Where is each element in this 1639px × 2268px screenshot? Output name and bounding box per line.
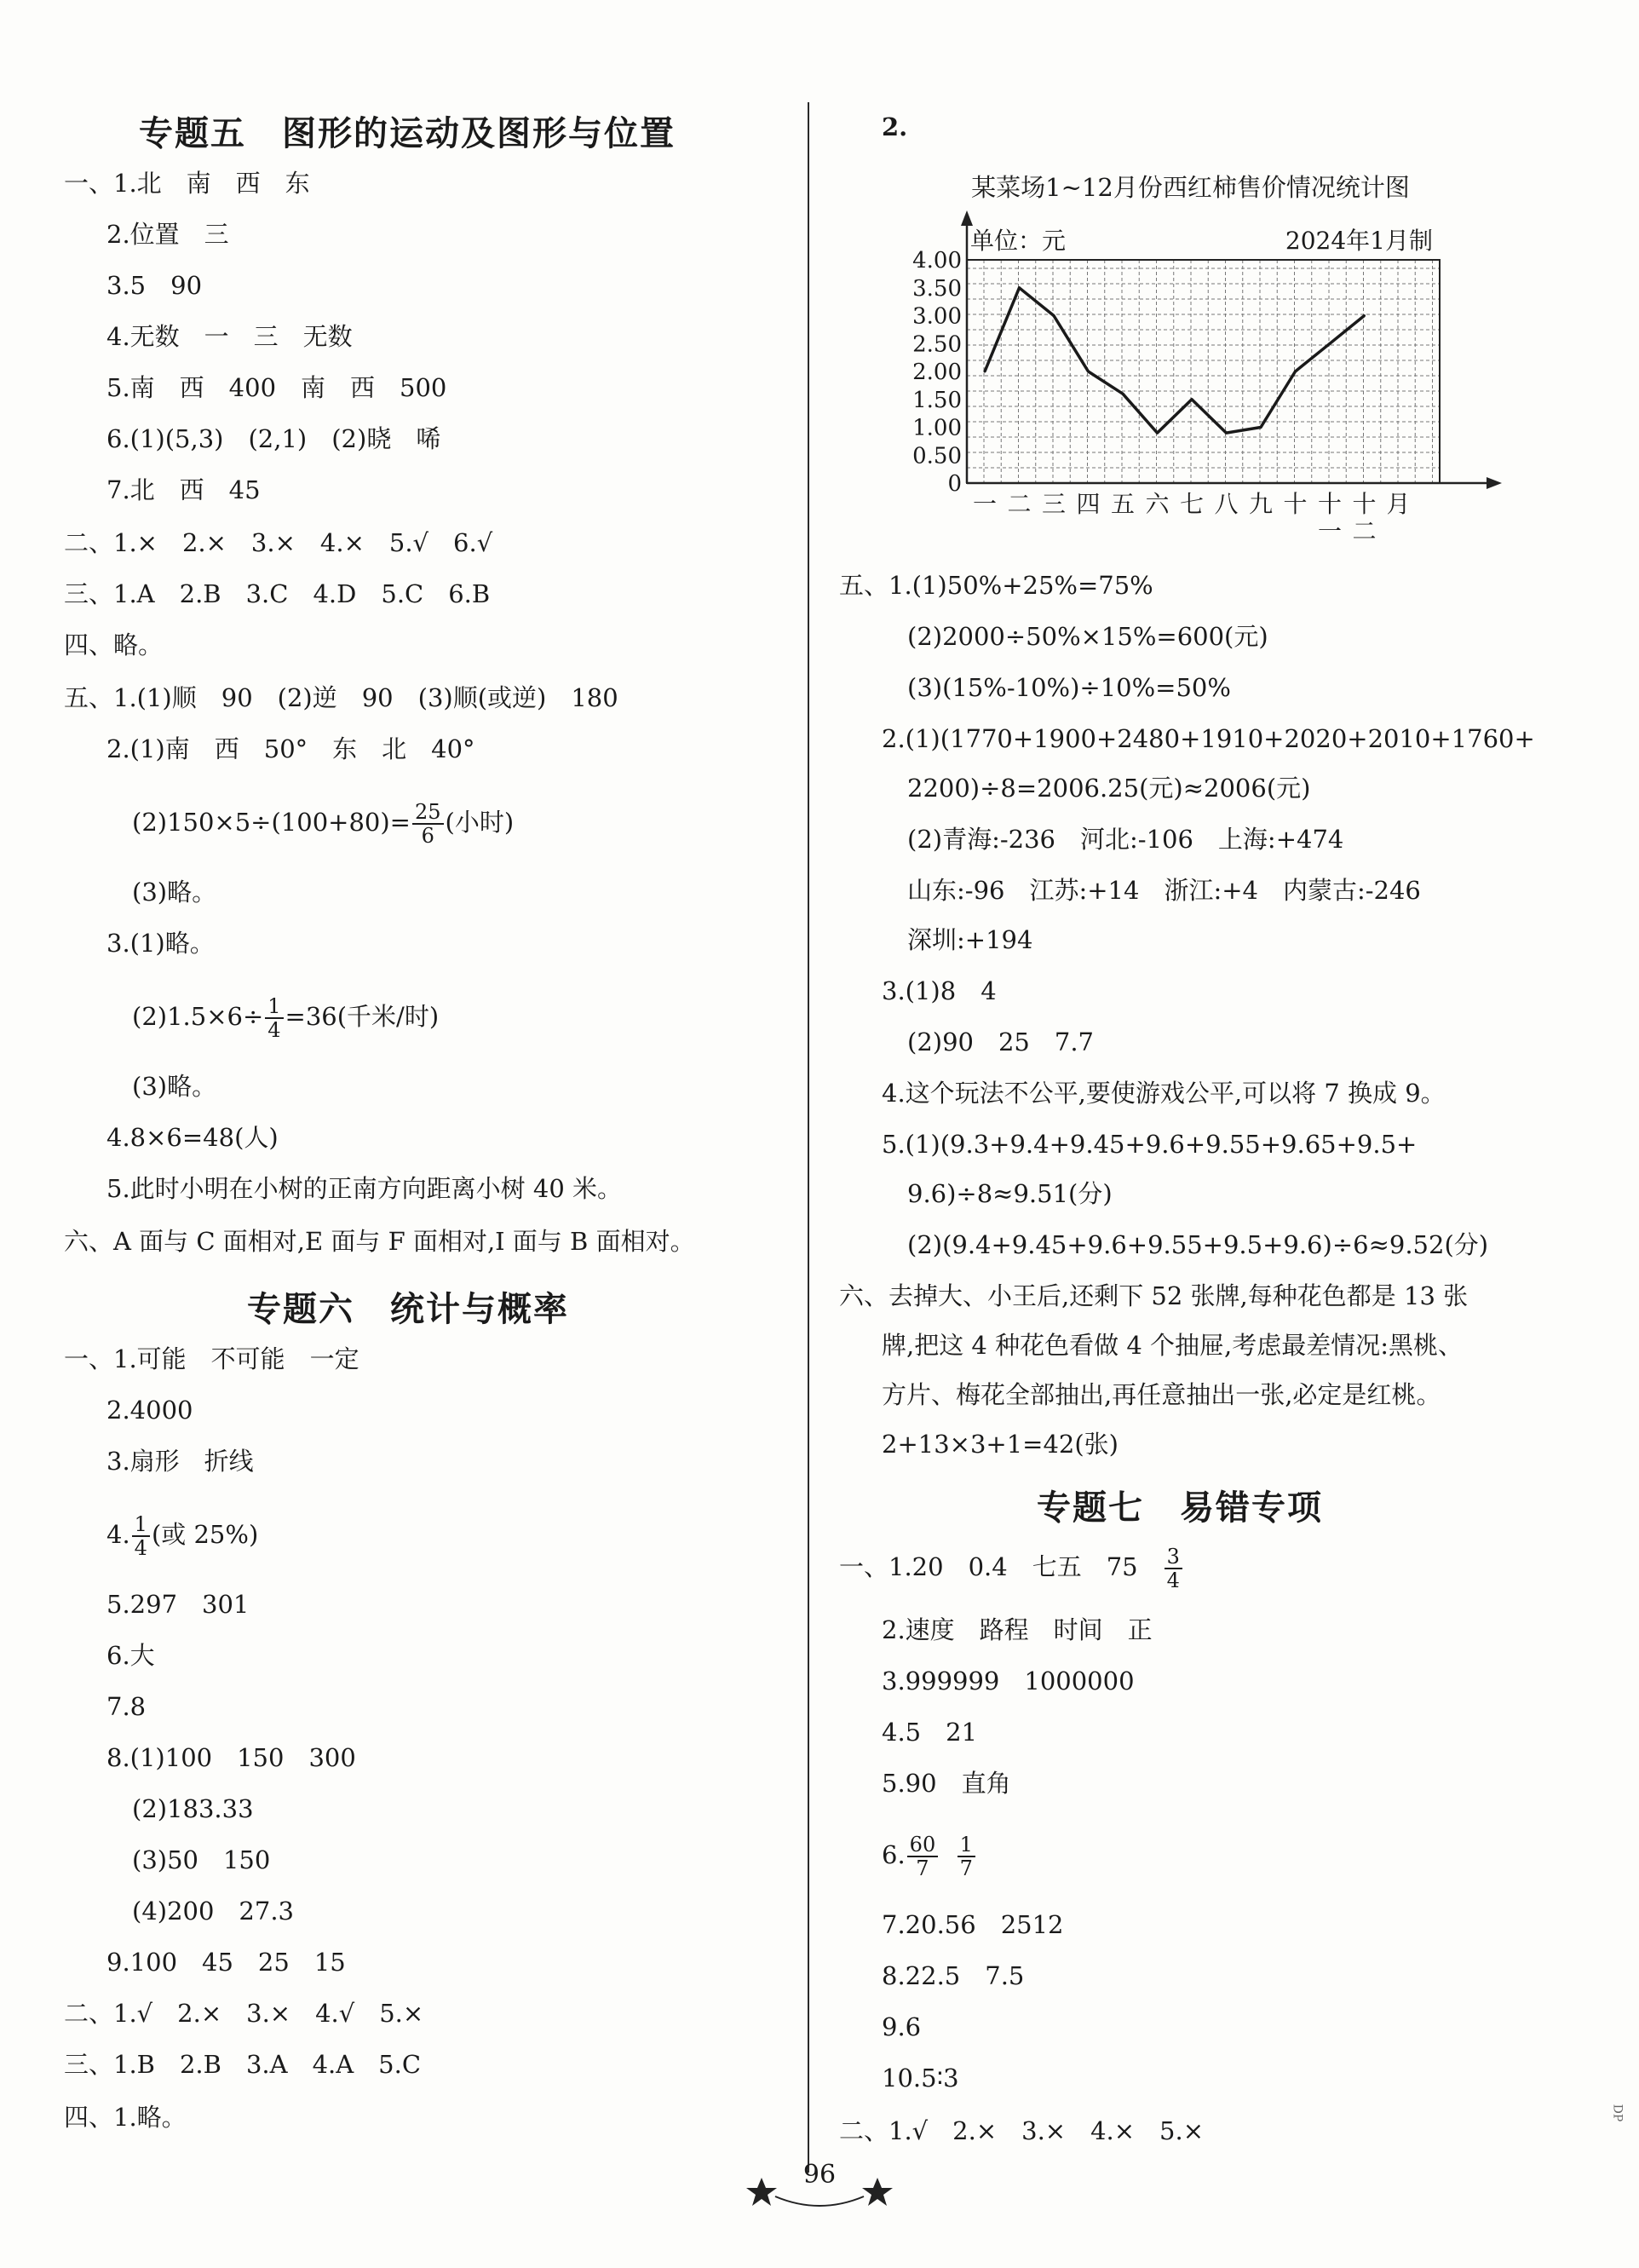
answer-line: 五、1.(1)顺 90 (2)逆 90 (3)顺(或逆) 180 — [64, 683, 618, 712]
answer-line: (3)(15%-10%)÷10%=50% — [907, 673, 1231, 702]
data-point — [1260, 426, 1262, 429]
answer-line: 六、去掉大、小王后,还剩下 52 张牌,每种花色都是 13 张 — [839, 1281, 1469, 1310]
chart-title: 某菜场1~12月份西红柿售价情况统计图 — [971, 173, 1410, 202]
answer-line: 5.南 西 400 南 西 500 — [106, 373, 447, 402]
expr-text: =36(千米/时) — [285, 1002, 440, 1031]
answer-line: 5.(1)(9.3+9.4+9.45+9.6+9.55+9.65+9.5+ — [882, 1130, 1418, 1159]
answer-line: (3)50 150 — [132, 1845, 271, 1874]
answer-line: 2+13×3+1=42(张) — [882, 1430, 1119, 1459]
expr-text: (小时) — [445, 808, 515, 837]
x-tick-label: 一 — [1317, 517, 1343, 545]
answer-line: 牌,把这 4 种花色看做 4 个抽屉,考虑最差情况:黑桃、 — [882, 1331, 1463, 1360]
fraction — [1165, 1546, 1182, 1592]
answer-line: 8.22.5 7.5 — [882, 1961, 1025, 1990]
answer-line: 山东:-96 江苏:+14 浙江:+4 内蒙古:-246 — [907, 876, 1421, 905]
answer-line: 6.(1)(5,3) (2,1) (2)晓 唏 — [106, 424, 441, 453]
fraction — [412, 801, 444, 847]
x-tick-label: 一 — [972, 490, 998, 518]
star-icon — [746, 2178, 777, 2206]
data-point — [1087, 371, 1090, 373]
data-point — [1329, 343, 1331, 345]
answer-line: 9.6)÷8≈9.51(分) — [907, 1179, 1113, 1208]
x-axis-arrow — [1487, 477, 1502, 489]
section-title-5: 专题五 图形的运动及图形与位置 — [139, 114, 676, 153]
data-point — [1191, 398, 1193, 400]
fraction — [265, 995, 283, 1041]
answer-line: 五、1.(1)50%+25%=75% — [839, 571, 1153, 600]
denominator: 4 — [134, 1536, 147, 1560]
y-tick-label: 0.50 — [912, 443, 962, 469]
x-tick-label: 四 — [1076, 490, 1101, 518]
answer-line: 7.8 — [106, 1692, 147, 1721]
data-point — [1363, 314, 1366, 317]
answer-line: 4.8×6=48(人) — [106, 1123, 279, 1152]
answer-line-fraction — [882, 1833, 977, 1879]
answer-line: (3)略。 — [132, 1072, 217, 1101]
numerator: 25 — [412, 801, 444, 825]
answer-line: 7.20.56 2512 — [882, 1910, 1064, 1939]
answer-line: 2.(1)南 西 50° 东 北 40° — [106, 734, 475, 763]
expr-text: (2)150×5÷(100+80)= — [132, 808, 411, 837]
answer-line: 二、1.√ 2.× 3.× 4.× 5.× — [839, 2116, 1205, 2145]
expr-text: 6. — [882, 1840, 906, 1869]
y-tick-label: 3.50 — [912, 275, 962, 302]
chart-svg — [903, 166, 1533, 567]
answer-line: 三、1.A 2.B 3.C 4.D 5.C 6.B — [64, 579, 491, 608]
fraction — [907, 1833, 939, 1879]
numerator: 60 — [907, 1833, 939, 1857]
answer-line: 6.大 — [106, 1641, 155, 1670]
answer-line: (2)2000÷50%×15%=600(元) — [907, 622, 1268, 651]
question-number: 2. — [882, 112, 908, 141]
answer-line: 9.100 45 25 15 — [106, 1948, 346, 1977]
fraction — [958, 1833, 975, 1879]
y-tick-label: 0 — [947, 471, 962, 497]
answer-line: 二、1.√ 2.× 3.× 4.√ 5.× — [64, 1999, 424, 2028]
data-point — [1294, 371, 1297, 373]
x-axis-label: 月 — [1386, 490, 1411, 518]
x-tick-label: 三 — [1041, 490, 1067, 518]
answer-line: 3.5 90 — [106, 271, 203, 300]
answer-line: 5.此时小明在小树的正南方向距离小树 40 米。 — [106, 1174, 623, 1203]
page-number: 96 — [802, 2160, 837, 2190]
data-point — [1053, 314, 1055, 317]
section-title-7: 专题七 易错专项 — [1037, 1488, 1323, 1528]
footer-ornament — [743, 2154, 896, 2213]
date-label: 2024年1月制 — [1285, 227, 1433, 255]
denominator: 6 — [421, 824, 434, 848]
y-tick-label: 2.00 — [912, 360, 962, 385]
fraction — [132, 1513, 150, 1559]
x-tick-label: 十 — [1352, 490, 1377, 518]
column-divider — [808, 102, 809, 2173]
plot-frame — [967, 260, 1440, 483]
data-point — [1225, 432, 1228, 435]
answer-line: 一、1.北 南 西 东 — [64, 169, 310, 198]
numerator: 1 — [132, 1513, 150, 1537]
answer-line: 2.速度 路程 时间 正 — [882, 1615, 1153, 1644]
y-tick-label: 2.50 — [912, 331, 962, 358]
x-tick-label: 五 — [1110, 490, 1136, 518]
answer-line: 10.5∶3 — [882, 2064, 959, 2092]
answer-line: 5.297 301 — [106, 1590, 250, 1619]
data-point — [1018, 286, 1021, 289]
answer-line: 六、A 面与 C 面相对,E 面与 F 面相对,I 面与 B 面相对。 — [64, 1227, 695, 1256]
answer-line: 方片、梅花全部抽出,再任意抽出一张,必定是红桃。 — [882, 1380, 1441, 1409]
answer-line: (4)200 27.3 — [132, 1897, 295, 1925]
answer-line: 4.5 21 — [882, 1718, 978, 1747]
answer-line: 3.(1)8 4 — [882, 976, 997, 1005]
answer-line: 2.(1)(1770+1900+2480+1910+2020+2010+1760+ — [882, 724, 1535, 753]
answer-line: 四、略。 — [64, 630, 164, 659]
answer-line: 3.999999 1000000 — [882, 1666, 1135, 1695]
page-footer — [0, 2154, 1639, 2213]
y-tick-label: 3.00 — [912, 303, 962, 330]
data-point — [984, 371, 986, 373]
data-point — [1156, 432, 1159, 435]
answer-line: 2.位置 三 — [106, 220, 229, 249]
answer-line: 深圳:+194 — [907, 925, 1033, 954]
answer-line: 一、1.可能 不可能 一定 — [64, 1344, 359, 1373]
expr-text: (或 25%) — [151, 1520, 259, 1549]
answer-line: 8.(1)100 150 300 — [106, 1743, 356, 1772]
answer-line-fraction — [132, 995, 439, 1041]
side-mark: DP — [1610, 2104, 1625, 2122]
expr-text: (2)1.5×6÷ — [132, 1002, 264, 1031]
answer-line: 二、1.× 2.× 3.× 4.× 5.√ 6.√ — [64, 528, 493, 557]
x-tick-label: 九 — [1248, 490, 1274, 518]
numerator: 1 — [265, 995, 283, 1019]
answer-line: 4.这个玩法不公平,要使游戏公平,可以将 7 换成 9。 — [882, 1079, 1446, 1108]
denominator: 7 — [916, 1856, 929, 1880]
x-tick-label: 二 — [1352, 517, 1377, 545]
unit-label: 单位：元 — [970, 227, 1067, 255]
answer-line: 9.6 — [882, 2012, 922, 2041]
line-chart — [903, 166, 1533, 567]
answer-line: 7.北 西 45 — [106, 475, 261, 504]
answer-line: (2)青海:-236 河北:-106 上海:+474 — [907, 825, 1344, 854]
answer-line: (2)90 25 7.7 — [907, 1028, 1095, 1056]
swoosh-icon — [775, 2196, 864, 2206]
star-icon — [862, 2178, 893, 2206]
answer-line-fraction — [132, 801, 514, 847]
data-point — [1122, 393, 1124, 395]
x-tick-label: 十 — [1283, 490, 1308, 518]
x-tick-label: 六 — [1145, 490, 1170, 518]
answer-line: (3)略。 — [132, 878, 217, 907]
numerator: 3 — [1165, 1546, 1182, 1569]
y-axis-arrow — [961, 210, 973, 226]
denominator: 4 — [1166, 1569, 1180, 1592]
x-tick-label: 八 — [1214, 490, 1239, 518]
answer-line-fraction — [839, 1546, 1184, 1592]
section-title-6: 专题六 统计与概率 — [247, 1290, 569, 1329]
expr-text: 4. — [106, 1520, 130, 1549]
expr-text: 一、1.20 0.4 七五 75 — [839, 1552, 1163, 1581]
answer-line-fraction — [106, 1513, 258, 1559]
x-tick-label: 十 — [1317, 490, 1343, 518]
answer-line: 5.90 直角 — [882, 1769, 1011, 1798]
answer-line: 4.无数 一 三 无数 — [106, 322, 353, 351]
y-tick-label: 1.50 — [912, 387, 962, 413]
answer-line: 3.扇形 折线 — [106, 1447, 254, 1476]
answer-line: 3.(1)略。 — [106, 929, 215, 958]
x-tick-label: 二 — [1007, 490, 1032, 518]
answer-line: 2200)÷8=2006.25(元)≈2006(元) — [907, 774, 1311, 803]
y-tick-label: 4.00 — [912, 248, 962, 273]
numerator: 1 — [958, 1833, 975, 1857]
denominator: 4 — [267, 1018, 281, 1042]
answer-line: (2)183.33 — [132, 1794, 254, 1823]
x-tick-label: 七 — [1179, 490, 1205, 518]
answer-line: (2)(9.4+9.45+9.6+9.55+9.5+9.6)÷6≈9.52(分) — [907, 1230, 1489, 1259]
answer-line: 2.4000 — [106, 1396, 193, 1425]
y-tick-label: 1.00 — [912, 415, 962, 441]
answer-line: 三、1.B 2.B 3.A 4.A 5.C — [64, 2050, 422, 2079]
denominator: 7 — [959, 1856, 973, 1880]
answer-line: 四、1.略。 — [64, 2103, 187, 2132]
